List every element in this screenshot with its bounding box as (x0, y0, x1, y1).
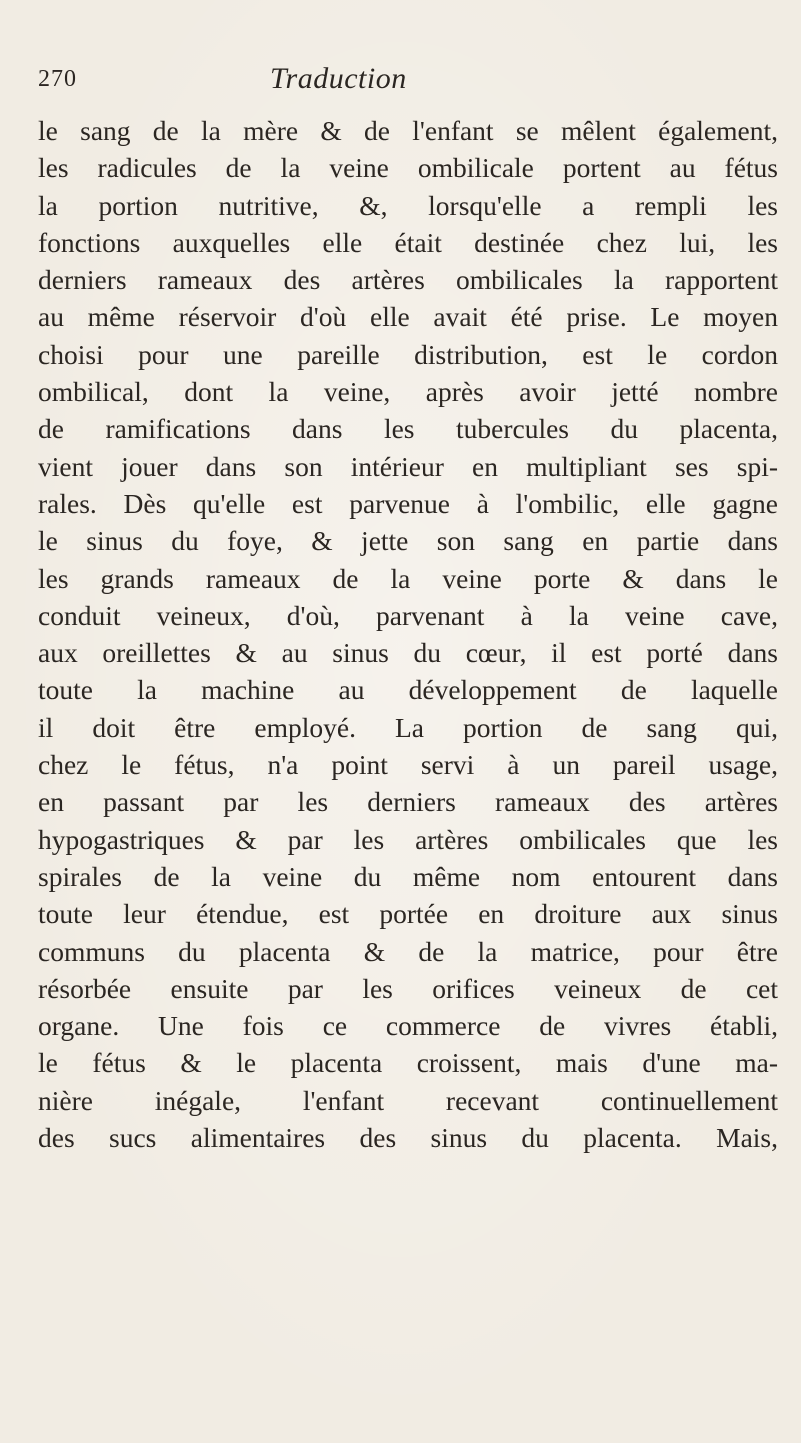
text-line: spirales de la veine du même nom entourent dans (38, 860, 778, 892)
text-line: ombilical, dont la veine, après avoir jetté nombre (38, 376, 778, 408)
text-line: le sang de la mère & de l'enfant se mêlent également, (38, 115, 778, 146)
text-line: au même réservoir d'où elle avait été prise. Le moyen (38, 301, 778, 333)
text-line: de ramifications dans les tubercules du placenta, (38, 413, 778, 445)
text-line: choisi pour une pareille distribution, est le cordon (38, 338, 778, 370)
text-line: les radicules de la veine ombilicale portent au fétus (38, 152, 778, 184)
text-line: chez le fétus, n'a point servi à un pareil usage, (38, 749, 778, 781)
text-line: aux oreillettes & au sinus du cœur, il est porté dans (38, 637, 778, 669)
text-line: le fétus & le placenta croissent, mais d'une ma- (38, 1047, 778, 1079)
text-line: rales. Dès qu'elle est parvenue à l'ombilic, elle gagne (38, 487, 778, 519)
text-line: toute leur étendue, est portée en droiture aux sinus (38, 898, 778, 930)
running-title: Traduction (270, 62, 407, 95)
text-line: communs du placenta & de la matrice, pour être (38, 935, 778, 967)
text-line: fonctions auxquelles elle était destinée chez lui, les (38, 226, 778, 258)
text-line: organe. Une fois ce commerce de vivres établi, (38, 1010, 778, 1042)
text-line: il doit être employé. La portion de sang qui, (38, 711, 778, 743)
text-line: les grands rameaux de la veine porte & dans le (38, 562, 778, 594)
text-line: des sucs alimentaires des sinus du placenta. Mais, (38, 1122, 778, 1154)
page-number: 270 (38, 66, 77, 92)
text-line: conduit veineux, d'où, parvenant à la veine cave, (38, 599, 778, 631)
text-line: résorbée ensuite par les orifices veineux de cet (38, 972, 778, 1004)
text-line: le sinus du foye, & jette son sang en partie dans (38, 525, 778, 557)
page-header (38, 62, 778, 102)
text-line: hypogastriques & par les artères ombilicales que les (38, 823, 778, 855)
text-line: en passant par les derniers rameaux des artères (38, 786, 778, 818)
text-line: la portion nutritive, &, lorsqu'elle a rempli les (38, 189, 778, 221)
body-text (38, 112, 778, 1156)
text-line: nière inégale, l'enfant recevant continuellement (38, 1084, 778, 1116)
text-line: vient jouer dans son intérieur en multipliant ses spi- (38, 450, 778, 482)
text-line: toute la machine au développement de laquelle (38, 674, 778, 706)
text-line: derniers rameaux des artères ombilicales la rapportent (38, 264, 778, 296)
